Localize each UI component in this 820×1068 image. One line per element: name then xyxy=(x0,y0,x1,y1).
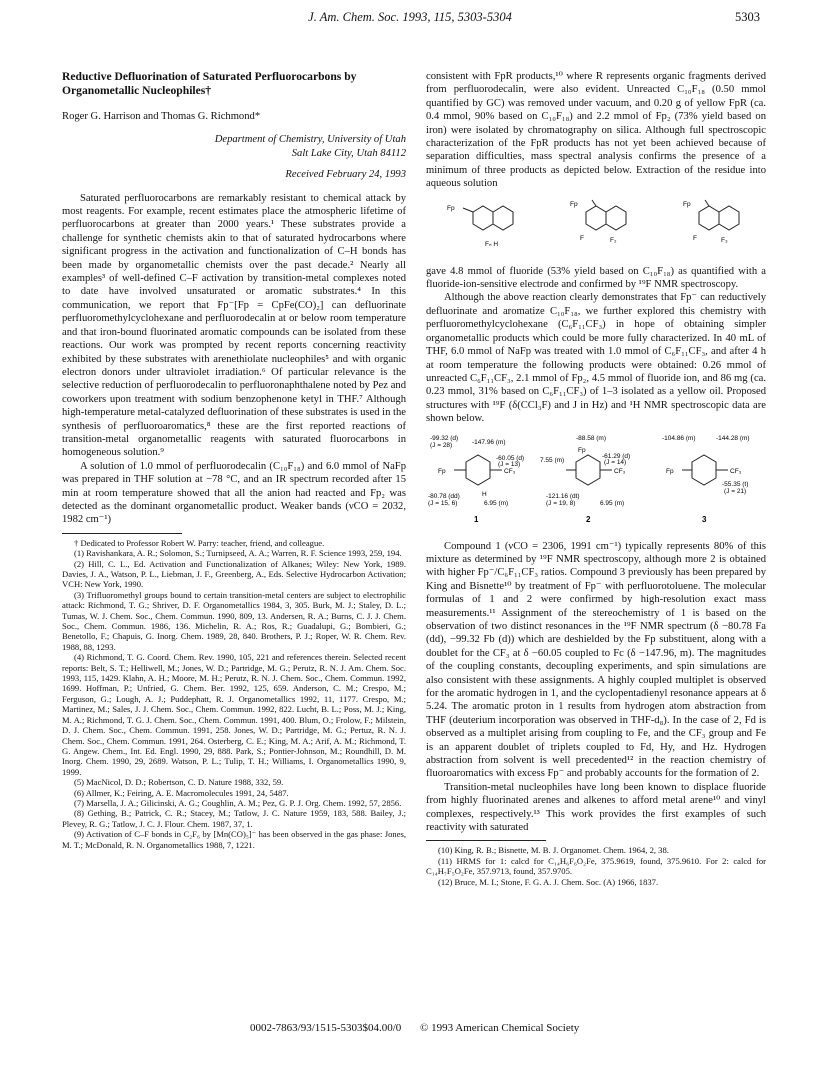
body-paragraph: Compound 1 (νCO = 2306, 1991 cm⁻¹) typically represents 80% of this mixture as determined by ¹⁹F NMR spectroscopy, although more 2 is obtained with higher Fp⁻/C₆F₁₁CF₃ ratios. Compound 3 previously has been prepared by King and Bisnette¹⁰ by treatment of Fp⁻ with perfluorotoluene. The molecular formulas of 1 and 2 were confirmed by high-resolution exact mass measurements.¹¹ Assignment of the stereochemistry of 1 is based on the observation of two distinct resonances in the ¹⁹F NMR spectrum (δ −80.78 Fa (dd), −99.32 Fb (d)) which are deshielded by the Fp substituent, along with a doublet for the CF₃ at δ −60.05 coupled to Fc (δ −147.96, m). The magnitudes of the coupling constants, decoupling experiments, and spin simulations are also consistent with these assignments. A highly coupled multiplet is observed for the aromatic hydrogen in 1, and the cyclopentadienyl resonance appears at δ 5.24. The aromatic proton in 1 results from hydrogen atom abstraction from THF (deuterium incorporation was observed in THF-d₈). In the case of 2, Fd is observed as a multiplet arising from coupling to Fe, and the CF₃ group and Fe is an apparent doublet of triplets coupled to Fd, Hy, and Hz. Hydrogen abstraction from solvent is well precedented¹² in the reaction chemistry of fluoroaromatics with excess Fp⁻ and probably accounts for the formation of 2. xyxy=(426,540,766,780)
fp-label: Fp xyxy=(683,200,691,208)
left-column xyxy=(62,70,406,850)
body-paragraph: Although the above reaction clearly demonstrates that Fp⁻ can reductively defluorinate and aromatize C₁₀F₁₈, we further explored this chemistry with perfluoromethylcyclohexane (C₆F₁₁CF₃) in hope of obtaining simpler organometallic products which could be more fully characterized. In 40 mL of THF, 6.0 mmol of NaFp was treated with 1.0 mmol of C₆F₁₁CF₃, and after 4 h at room temperature the following products were obtained: 0.26 mmol of unreacted C₆F₁₁CF₃, 2.1 mmol of Fp₂, 4.5 mmol of fluoride ion, and 86 mg (ca. 0.23 mmol, 31% based on C₆F₁₁CF₃) of 1–3 isolated as a yellow oil. Proposed structures with ¹⁹F (δ(CCl₃F) and J in Hz) and ¹H NMR spectroscopic data are shown below. xyxy=(426,292,766,425)
article-code: 0002-7863/93/1515-5303$04.00/0 xyxy=(250,1022,402,1034)
nmr-shift: 6.95 (m) xyxy=(600,499,625,507)
coupling-constant: (J = 14) xyxy=(604,458,627,466)
footnote-divider xyxy=(62,533,182,534)
page-number: 5303 xyxy=(735,10,760,24)
fp-label: Fp xyxy=(438,467,446,475)
nmr-shift: -88.58 (m) xyxy=(576,434,606,442)
nmr-structures-figure xyxy=(426,432,766,528)
nmr-shift: -104.86 (m) xyxy=(662,434,696,442)
nmr-shift: -61.29 (d) xyxy=(602,452,631,460)
fp-label: Fp xyxy=(569,200,578,208)
copyright-notice: © 1993 American Chemical Society xyxy=(420,1022,580,1034)
footnote: (6) Allmer, K.; Feiring, A. E. Macromolecules 1991, 24, 5487. xyxy=(74,787,289,798)
nmr-structures-svg xyxy=(426,432,766,528)
compound-number: 2 xyxy=(586,514,591,524)
received-date: Received February 24, 1993 xyxy=(285,169,406,181)
journal-citation: J. Am. Chem. Soc. 1993, 115, 5303-5304 xyxy=(308,10,512,24)
compound-number: 3 xyxy=(702,514,707,524)
nmr-shift: 7.55 (m) xyxy=(540,456,565,464)
fpr-structure-a xyxy=(443,198,523,256)
cf3-label: CF₃ xyxy=(614,467,626,475)
footnote: (8) Gething, B.; Patrick, C. R.; Stacey, M.; Tatlow, J. C. Nature 1959, 183, 588. Bailey, J.; Plevey, R. G.; Tatlow, J. C. J. Flour. Chem. 1987, 37, 1. xyxy=(62,808,406,829)
running-header xyxy=(60,10,760,30)
footnote: (10) King, R. B.; Bisnette, M. B. J. Organomet. Chem. 1964, 2, 38. xyxy=(438,845,669,856)
footnote: † Dedicated to Professor Robert W. Parry: teacher, friend, and colleague. xyxy=(74,537,325,548)
nmr-shift: -121.16 (dt) xyxy=(546,492,580,500)
fnh-label: Fₙ H xyxy=(484,240,498,248)
nmr-shift: -99.32 (d) xyxy=(430,434,459,442)
body-paragraph: Saturated perfluorocarbons are remarkably resistant to chemical attack by most reagents. For example, recent estimates place the atmospheric lifetime of perfluorocarbons at greater than 2000 years.¹ These substrates provide a challenge for synthetic chemists akin to that of saturated hydrocarbons where significant progress in the activation and functionalization of C–H bonds has been made by organometallic chemists over the past decade.² Nearly all examples³ of well-defined C–F activation by transition-metal complexes noted to date have involved unsaturated or aromatic substrates.⁴ In this communication, we report that Fp⁻[Fp = CpFe(CO)₂] can defluorinate perfluoromethylcyclohexane and perfluorodecalin at or below room temperature and that iron-bound fluorinated aromatic compounds can be isolated from these reactions. Our work was prompted by recent reports concerning reactivity exhibited by these substrates with arenethiolate nucleophiles⁵ and with organic electron donors under ultraviolet irradiation.⁶ Of particular relevance is the selective reduction of perfluorodecalin to perfluoronaphthalene noted by Pez and coworkers upon treatment with sodium benzophenone ketyl in THF.⁷ Although high-temperature metal-catalyzed defluorination of these substrates is used in the synthesis of perfluoroaromatics,⁸ these are the first reported reactions of transition-metal organometallic reagents with saturated fluorocarbons in homogeneous solution.⁹ xyxy=(62,192,406,459)
nmr-shift: -55.35 (t) xyxy=(722,480,749,488)
footnote: (9) Activation of C–F bonds in C₂F₆ by [Mn(CO)₅]⁻ has been observed in the gas phase: Jones, M. T.; McDonald, R. N. Organometallics 1988, 7, 1221. xyxy=(62,829,406,850)
fpr-structure-c xyxy=(669,198,749,256)
coupling-constant: (J = 13) xyxy=(498,460,521,468)
footnote: (12) Bruce, M. I.; Stone, F. G. A. J. Chem. Soc. (A) 1966, 1837. xyxy=(438,876,659,887)
fp-label: Fp xyxy=(446,204,455,212)
footnote: (1) Ravishankara, A. R.; Solomon, S.; Turnipseed, A. A.; Warren, R. F. Science 1993, 259, 194. xyxy=(74,548,402,559)
nmr-shift: 6.95 (m) xyxy=(484,499,509,507)
author-line: Roger G. Harrison and Thomas G. Richmond* xyxy=(62,111,261,122)
affiliation-city: Salt Lake City, Utah 84112 xyxy=(291,147,406,159)
coupling-constant: (J = 15, 6) xyxy=(428,499,458,507)
compound-number: 1 xyxy=(474,514,479,524)
body-paragraph: Transition-metal nucleophiles have long been known to displace fluoride from highly fluorinated arenes and alkenes to afford metal arene¹⁰ and vinyl complexes, respectively.¹³ This work provides the first examples of such reactivity with saturated xyxy=(426,781,766,834)
product-structures-figure xyxy=(426,197,766,257)
f3-label: F₃ xyxy=(721,236,728,244)
nmr-shift: -147.96 (m) xyxy=(472,438,506,446)
f2-label: F₂ xyxy=(609,236,617,244)
fp-label: Fp xyxy=(578,446,586,454)
footnote: (5) MacNicol, D. D.; Robertson, C. D. Nature 1988, 332, 59. xyxy=(74,777,284,788)
body-paragraph: consistent with FpR products,¹⁰ where R represents organic fragments derived from perfluorodecalin, were also evident. Unreacted C₁₀F₁₈ (0.50 mmol quantified by GC) was removed under vacuum, and 0.20 g of yellow FpR (ca. 0.4 mmol, 90% based on C₁₀F₁₈) and 2.2 mmol of Fp₂ (73% yield based on iron) were isolated by chromatography on silica. Although full spectroscopic characterization of the FpR products has not yet been achieved because of separation difficulties, mass spectral analysis confirms the presence of a minimum of three products as depicted below. Extraction of the residue into aqueous solution xyxy=(426,71,766,190)
cf3-label: CF₃ xyxy=(504,467,516,475)
nmr-shift: -60.05 (d) xyxy=(496,454,525,462)
footnote: (7) Marsella, J. A.; Gilicinski, A. G.; Coughlin, A. M.; Pez, G. P. J. Org. Chem. 1992, 57, 2856. xyxy=(74,797,402,808)
footnote: (2) Hill, C. L., Ed. Activation and Functionalization of Alkanes; Wiley: New York, 1989. Davies, J. A., Watson, P. L., Liebman, J. F., Greenberg, A., Eds. Selective Hydrocarbon Activation; VCH: New York, 1990. xyxy=(62,558,406,590)
coupling-constant: (J = 28) xyxy=(430,441,453,449)
nmr-shift: -144.28 (m) xyxy=(716,434,750,442)
article-title: Reductive Defluorination of Saturated Perfluorocarbons by Organometallic Nucleophiles† xyxy=(62,70,357,97)
fpr-structure-b xyxy=(556,198,636,256)
f-label: F xyxy=(579,234,584,242)
body-paragraph: A solution of 1.0 mmol of perfluorodecalin (C₁₀F₁₈) and 6.0 mmol of NaFp was prepared in THF solution at −78 °C, and an IR spectrum recorded after 15 min at room temperature showed that all the anion had reacted and Fp₂ was detected as the dominant organometallic product. Weaker bands (νCO = 2032, 1982 cm⁻¹) xyxy=(62,460,406,526)
coupling-constant: (J = 21) xyxy=(724,487,747,495)
cf3-label: CF₃ xyxy=(730,467,742,475)
coupling-constant: (J = 19, 8) xyxy=(546,499,576,507)
affiliation-department: Department of Chemistry, University of Utah xyxy=(214,134,406,146)
nmr-shift: -80.78 (dd) xyxy=(428,492,460,500)
footnote-divider xyxy=(426,840,546,841)
footnote: (11) HRMS for 1: calcd for C₁₄H₆F₆O₂Fe, 375.9619, found, 375.9610. For 2: calcd for C₁₄H₇F₅O₂Fe, 357.9713, found, 357.9705. xyxy=(426,855,766,877)
footnote: (4) Richmond, T. G. Coord. Chem. Rev. 1990, 105, 221 and references therein. Selected recent reports: Belt, S. T.; Helliwell, M.; Jones, W. D.; Partridge, M. G.; Perutz, R. N. J. Am. Chem. Soc. 1993, 115, 1429. Klahn, A. H.; Moore, M. H.; Perutz, R. N. J. Chem. Soc., Chem. Commun. 1992, 1699. Hoffman, P.; Unfried, G. Chem. Ber. 1992, 125, 659. Anderson, C. M.; Crespo, M.; Ferguson, G.; Lough, A. J.; Puddephatt, R. J. Organometallics 1992, 11, 1177. Crespo, M.; Martinez, M.; Sales, J. J. Chem. Soc., Chem. Commun. 1992, 822. Lucht, B. L.; Poss, M. J.; King, M. A.; Richmond, T. G. J. Chem. Soc., Chem. Commun. 1991, 400. Blum, O.; Frolow, F.; Milstein, D. J. Chem. Soc., Chem. Commun. 1991, 258. Jones, W. D.; Partridge, M. G.; Pertuz, R. N. J. Chem. Soc., Chem. Commun. 1991, 264. Osterberg, C. E.; King, M. A.; Arif, A. M.; Richmond, T. G. Angew. Chem., Int. Ed. Engl. 1990, 29, 888. Park, S.; Pontier-Johnson, M.; Roundhill, D. M. Inorg. Chem. 1990, 29, 2689. Watson, P. L.; Tulip, T. H.; Williams, I. Organometallics 1990, 9, 1999. xyxy=(62,652,406,777)
h-label: H xyxy=(482,490,487,498)
fp-label: Fp xyxy=(666,467,674,475)
body-paragraph: gave 4.8 mmol of fluoride (53% yield based on C₁₀F₁₈) as quantified with a fluoride-ion-sensitive electrode and confirmed by ¹⁹F NMR spectroscopy. xyxy=(426,265,766,291)
right-column xyxy=(426,70,766,887)
footnote: (3) Trifluoromethyl groups bound to certain transition-metal centers are subject to electrophilic attack: Richmond, T. G.; Shriver, D. F. Organometallics 1984, 3, 305. Burk, M. J.; Staley, D. L.; Tumas, W. J. Chem. Soc., Chem. Commun. 1990, 809, 13. Andersen, R. A.; Burns, C. J. J. Chem. Soc., Chem. Commun. 1986, 136. Michelin, R. A.; Ros, R.; Guadalupi, G.; Bombieri, G.; Benetollo, F.; Chapuis, G. Inorg. Chem. 1989, 28, 840. Brothers, P. J.; Roper, W. R. Chem. Rev. 1988, 88, 1293. xyxy=(62,589,406,652)
affiliation xyxy=(62,133,406,160)
f-label: F xyxy=(693,234,698,242)
